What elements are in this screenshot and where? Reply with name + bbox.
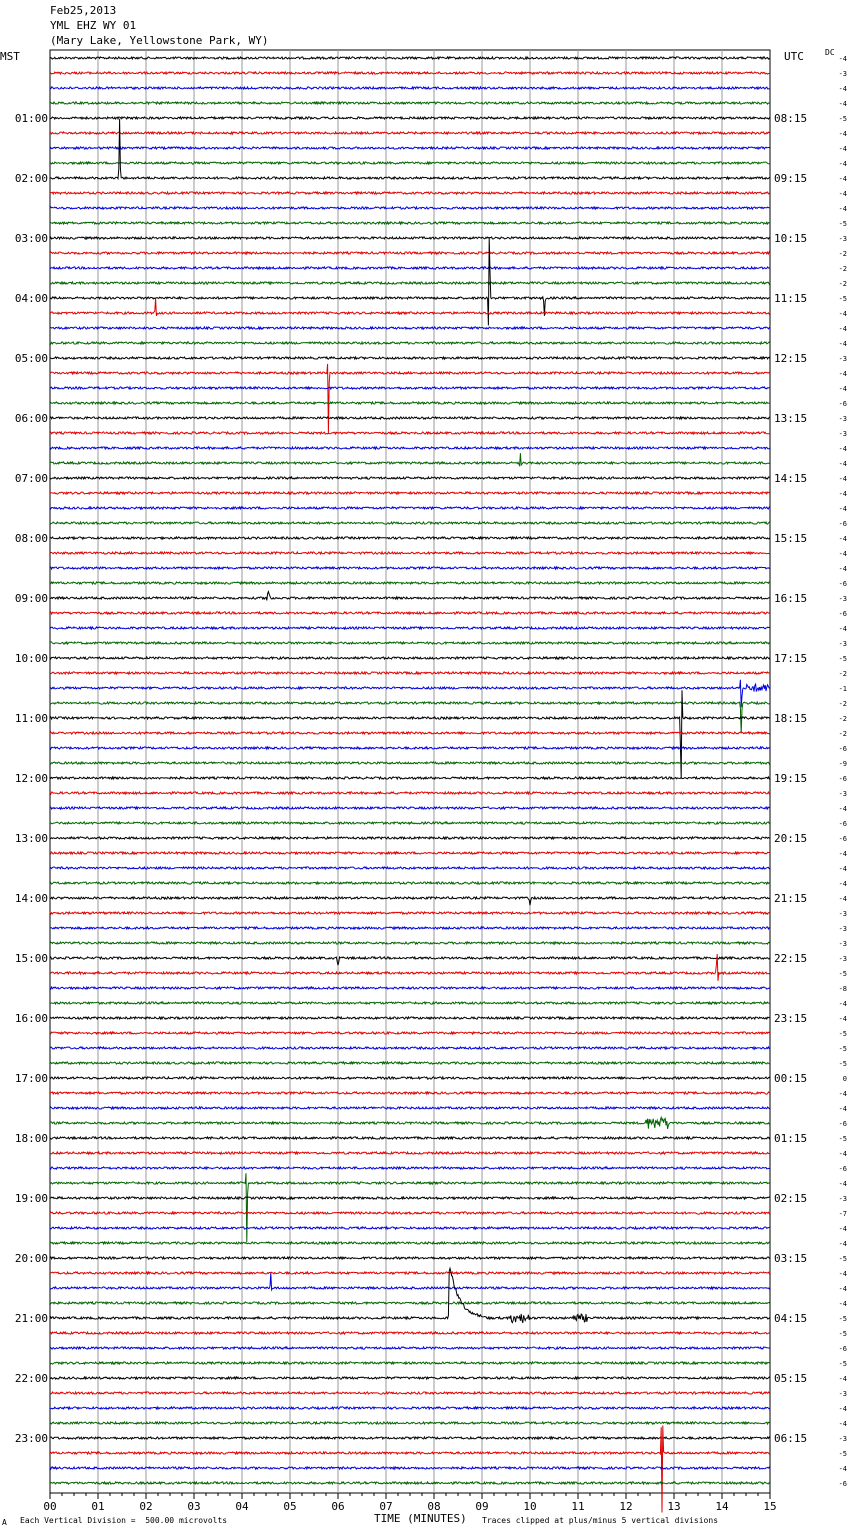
trace-18 <box>50 327 770 329</box>
mst-hour-label: 22:00 <box>14 1372 48 1385</box>
trace-66 <box>50 1047 770 1049</box>
dc-offset-label: -4 <box>838 895 847 903</box>
utc-hour-label: 11:15 <box>774 292 808 305</box>
dc-offset-label: -3 <box>838 1435 847 1443</box>
dc-offset-label: -4 <box>838 145 847 153</box>
dc-offset-label: -4 <box>838 850 847 858</box>
mst-hour-label: 08:00 <box>14 532 48 545</box>
trace-56 <box>50 897 770 905</box>
dc-offset-label: -3 <box>838 595 847 603</box>
trace-33 <box>50 552 770 554</box>
x-tick-label: 05 <box>283 1500 297 1513</box>
utc-hour-label: 23:15 <box>774 1012 808 1025</box>
dc-offset-label: -4 <box>838 1465 847 1473</box>
trace-23 <box>50 402 770 404</box>
dc-offset-label: -2 <box>838 700 847 708</box>
trace-69 <box>50 1092 770 1094</box>
trace-73 <box>50 1152 770 1154</box>
mst-hour-label: 06:00 <box>14 412 48 425</box>
dc-offset-label: -4 <box>838 1180 847 1188</box>
trace-10 <box>50 207 770 209</box>
dc-offset-label: -6 <box>838 775 847 783</box>
dc-offset-label: -4 <box>838 190 847 198</box>
utc-hour-label: 16:15 <box>774 592 808 605</box>
dc-offset-label: -5 <box>838 295 847 303</box>
trace-51 <box>50 822 770 824</box>
dc-offset-label: -2 <box>838 265 847 273</box>
dc-offset-label: -3 <box>838 235 847 243</box>
trace-32 <box>50 537 770 539</box>
trace-21 <box>50 364 770 434</box>
dc-offset-label: -4 <box>838 370 847 378</box>
x-tick-label: 03 <box>187 1500 201 1513</box>
dc-offset-label: -4 <box>838 1405 847 1413</box>
x-tick-label: 09 <box>475 1500 489 1513</box>
dc-offset-label: -4 <box>838 130 847 138</box>
utc-hour-label: 02:15 <box>774 1192 808 1205</box>
utc-hour-label: 10:15 <box>774 232 808 245</box>
utc-hour-label: 13:15 <box>774 412 808 425</box>
dc-offset-label: -6 <box>838 580 847 588</box>
dc-offset-label: -4 <box>838 1015 847 1023</box>
x-tick-label: 04 <box>235 1500 249 1513</box>
dc-offset-label: -4 <box>838 490 847 498</box>
trace-82 <box>50 1273 770 1290</box>
trace-39 <box>50 642 770 644</box>
trace-2 <box>50 87 770 89</box>
utc-hour-label: 12:15 <box>774 352 808 365</box>
utc-hour-label: 04:15 <box>774 1312 808 1325</box>
mst-hour-label: 14:00 <box>14 892 48 905</box>
trace-81 <box>50 1272 770 1274</box>
trace-70 <box>50 1107 770 1109</box>
clip-note: Traces clipped at plus/minus 5 vertical divisions <box>482 1516 719 1525</box>
trace-74 <box>50 1167 770 1169</box>
mst-hour-label: 09:00 <box>14 592 48 605</box>
trace-85 <box>50 1332 770 1334</box>
dc-offset-label: -3 <box>838 430 847 438</box>
trace-3 <box>50 102 770 104</box>
dc-offset-label: -6 <box>838 520 847 528</box>
dc-offset-label: -5 <box>838 1030 847 1038</box>
trace-72 <box>50 1137 770 1139</box>
trace-34 <box>50 567 770 569</box>
dc-offset-label: -4 <box>838 1270 847 1278</box>
mst-hour-label: 15:00 <box>14 952 48 965</box>
trace-88 <box>50 1377 770 1379</box>
dc-offset-label: -2 <box>838 670 847 678</box>
trace-54 <box>50 867 770 869</box>
trace-63 <box>50 1002 770 1004</box>
dc-offset-label: -4 <box>838 445 847 453</box>
trace-28 <box>50 477 770 479</box>
trace-55 <box>50 882 770 884</box>
dc-offset-label: -4 <box>838 1225 847 1233</box>
mst-hour-label: 04:00 <box>14 292 48 305</box>
dc-offset-label: -5 <box>838 115 847 123</box>
dc-offset-label: -6 <box>838 400 847 408</box>
dc-offset-label: -5 <box>838 1450 847 1458</box>
trace-19 <box>50 342 770 344</box>
trace-45 <box>50 732 770 734</box>
x-tick-label: 02 <box>139 1500 153 1513</box>
mst-hour-label: 02:00 <box>14 172 48 185</box>
dc-offset-label: -4 <box>838 1375 847 1383</box>
trace-31 <box>50 522 770 524</box>
dc-offset-label: -5 <box>838 1060 847 1068</box>
trace-13 <box>50 252 770 254</box>
dc-offset-label: -4 <box>838 340 847 348</box>
trace-58 <box>50 927 770 929</box>
utc-hour-label: 15:15 <box>774 532 808 545</box>
mst-hour-label: 05:00 <box>14 352 48 365</box>
dc-offset-label: -2 <box>838 730 847 738</box>
trace-49 <box>50 792 770 794</box>
dc-offset-label: -6 <box>838 745 847 753</box>
trace-38 <box>50 627 770 629</box>
trace-9 <box>50 192 770 194</box>
trace-86 <box>50 1347 770 1349</box>
dc-label: DC <box>825 48 835 57</box>
dc-offset-label: -3 <box>838 415 847 423</box>
trace-40 <box>50 657 770 659</box>
trace-75 <box>50 1173 770 1242</box>
dc-offset-label: -4 <box>838 475 847 483</box>
trace-35 <box>50 582 770 584</box>
dc-offset-label: -4 <box>838 565 847 573</box>
utc-hour-label: 17:15 <box>774 652 808 665</box>
trace-46 <box>50 747 770 749</box>
dc-offset-label: -4 <box>838 85 847 93</box>
dc-offset-label: -6 <box>838 1345 847 1353</box>
mst-hour-label: 10:00 <box>14 652 48 665</box>
dc-offset-label: -4 <box>838 160 847 168</box>
mst-hour-label: 18:00 <box>14 1132 48 1145</box>
utc-hour-label: 01:15 <box>774 1132 808 1145</box>
dc-offset-label: -4 <box>838 55 847 63</box>
mst-hour-label: 07:00 <box>14 472 48 485</box>
dc-offset-label: -6 <box>838 1480 847 1488</box>
trace-4 <box>50 117 770 119</box>
utc-hour-label: 21:15 <box>774 892 808 905</box>
dc-offset-label: -6 <box>838 610 847 618</box>
dc-offset-label: -3 <box>838 1195 847 1203</box>
mst-hour-label: 20:00 <box>14 1252 48 1265</box>
trace-29 <box>50 492 770 494</box>
mst-hour-label: 01:00 <box>14 112 48 125</box>
trace-52 <box>50 837 770 839</box>
dc-offset-label: -4 <box>838 535 847 543</box>
trace-20 <box>50 357 770 359</box>
trace-80 <box>50 1257 770 1259</box>
dc-offset-label: -3 <box>838 955 847 963</box>
trace-65 <box>50 1032 770 1034</box>
trace-50 <box>50 807 770 809</box>
trace-64 <box>50 1017 770 1019</box>
mst-hour-label: 12:00 <box>14 772 48 785</box>
dc-offset-label: -4 <box>838 625 847 633</box>
trace-59 <box>50 942 770 944</box>
dc-offset-label: -5 <box>838 1360 847 1368</box>
x-tick-label: 01 <box>91 1500 105 1513</box>
x-tick-label: 10 <box>523 1500 537 1513</box>
trace-12 <box>50 237 770 239</box>
dc-offset-label: -4 <box>838 1285 847 1293</box>
utc-hour-label: 18:15 <box>774 712 808 725</box>
dc-offset-label: -5 <box>838 970 847 978</box>
dc-offset-label: -4 <box>838 1105 847 1113</box>
dc-offset-label: -2 <box>838 715 847 723</box>
dc-offset-label: -2 <box>838 250 847 258</box>
x-tick-label: 06 <box>331 1500 345 1513</box>
dc-offset-label: -5 <box>838 1135 847 1143</box>
dc-offset-label: -4 <box>838 385 847 393</box>
dc-offset-label: -4 <box>838 325 847 333</box>
dc-offset-label: -4 <box>838 1240 847 1248</box>
trace-7 <box>50 162 770 164</box>
dc-offset-label: -4 <box>838 1090 847 1098</box>
trace-15 <box>50 282 770 284</box>
mst-hour-label: 23:00 <box>14 1432 48 1445</box>
trace-14 <box>50 267 770 269</box>
trace-8 <box>50 119 770 179</box>
dc-offset-label: -4 <box>838 880 847 888</box>
dc-offset-label: -3 <box>838 640 847 648</box>
mst-hour-label: 16:00 <box>14 1012 48 1025</box>
dc-offset-label: -4 <box>838 1300 847 1308</box>
trace-90 <box>50 1407 770 1409</box>
dc-offset-label: -4 <box>838 460 847 468</box>
trace-36 <box>50 592 770 601</box>
mst-hour-label: 03:00 <box>14 232 48 245</box>
chart-date: Feb25,2013 <box>50 4 117 17</box>
dc-offset-label: -5 <box>838 655 847 663</box>
dc-offset-label: -4 <box>838 100 847 108</box>
dc-offset-label: -4 <box>838 505 847 513</box>
dc-offset-label: 0 <box>842 1075 847 1083</box>
dc-offset-label: -5 <box>838 1315 847 1323</box>
scale-note: Each Vertical Division = 500.00 microvolts <box>20 1516 228 1525</box>
trace-91 <box>50 1422 770 1424</box>
trace-67 <box>50 1062 770 1064</box>
mst-hour-label: 21:00 <box>14 1312 48 1325</box>
mst-hour-label: 13:00 <box>14 832 48 845</box>
utc-hour-label: 09:15 <box>774 172 808 185</box>
trace-41 <box>50 672 770 674</box>
trace-89 <box>50 1392 770 1394</box>
x-tick-label: 15 <box>763 1500 777 1513</box>
trace-25 <box>50 432 770 434</box>
trace-83 <box>50 1302 770 1304</box>
plot-frame <box>50 50 770 1493</box>
dc-offset-label: -4 <box>838 1420 847 1428</box>
dc-offset-label: -3 <box>838 790 847 798</box>
dc-offset-label: -4 <box>838 865 847 873</box>
chart-location: (Mary Lake, Yellowstone Park, WY) <box>50 34 269 47</box>
trace-71 <box>50 1117 770 1129</box>
trace-6 <box>50 147 770 149</box>
dc-offset-label: -4 <box>838 1150 847 1158</box>
trace-0 <box>50 57 770 59</box>
dc-offset-label: -5 <box>838 220 847 228</box>
dc-offset-label: -6 <box>838 835 847 843</box>
dc-offset-label: -3 <box>838 940 847 948</box>
trace-79 <box>50 1242 770 1244</box>
trace-78 <box>50 1227 770 1229</box>
x-tick-label: 08 <box>427 1500 441 1513</box>
x-tick-label: 11 <box>571 1500 585 1513</box>
trace-22 <box>50 387 770 389</box>
trace-5 <box>50 132 770 134</box>
trace-77 <box>50 1212 770 1214</box>
utc-hour-label: 06:15 <box>774 1432 808 1445</box>
trace-48 <box>50 777 770 779</box>
dc-offset-label: -6 <box>838 1120 847 1128</box>
x-axis-label: TIME (MINUTES) <box>374 1512 467 1525</box>
trace-68 <box>50 1077 770 1079</box>
mst-hour-label: 19:00 <box>14 1192 48 1205</box>
trace-30 <box>50 507 770 509</box>
dc-offset-label: -2 <box>838 280 847 288</box>
dc-offset-label: -4 <box>838 550 847 558</box>
chart-station: YML EHZ WY 01 <box>50 19 137 32</box>
dc-offset-label: -4 <box>838 805 847 813</box>
trace-27 <box>50 453 770 465</box>
trace-57 <box>50 912 770 914</box>
utc-hour-label: 03:15 <box>774 1252 808 1265</box>
dc-offset-label: -3 <box>838 70 847 78</box>
trace-26 <box>50 447 770 449</box>
trace-60 <box>50 957 770 965</box>
dc-offset-label: -5 <box>838 1330 847 1338</box>
dc-offset-label: -4 <box>838 205 847 213</box>
trace-53 <box>50 852 770 854</box>
trace-47 <box>50 762 770 764</box>
trace-1 <box>50 72 770 74</box>
dc-offset-label: -6 <box>838 1165 847 1173</box>
mst-hour-label: 11:00 <box>14 712 48 725</box>
utc-hour-label: 14:15 <box>774 472 808 485</box>
trace-87 <box>50 1362 770 1364</box>
dc-offset-label: -3 <box>838 925 847 933</box>
dc-offset-label: -6 <box>838 820 847 828</box>
dc-offset-label: -1 <box>838 685 847 693</box>
utc-hour-label: 00:15 <box>774 1072 808 1085</box>
dc-offset-label: -5 <box>838 1255 847 1263</box>
dc-offset-label: -7 <box>838 1210 847 1218</box>
dc-offset-label: -5 <box>838 1045 847 1053</box>
x-tick-label: 14 <box>715 1500 729 1513</box>
x-tick-label: 00 <box>43 1500 57 1513</box>
corner-mark: A <box>2 1518 7 1527</box>
x-tick-label: 07 <box>379 1500 393 1513</box>
dc-offset-label: -3 <box>838 1390 847 1398</box>
trace-37 <box>50 612 770 614</box>
dc-offset-label: -3 <box>838 910 847 918</box>
dc-offset-label: -4 <box>838 175 847 183</box>
x-tick-label: 12 <box>619 1500 633 1513</box>
utc-hour-label: 19:15 <box>774 772 808 785</box>
utc-hour-label: 20:15 <box>774 832 808 845</box>
utc-hour-label: 22:15 <box>774 952 808 965</box>
trace-11 <box>50 222 770 224</box>
utc-hour-label: 08:15 <box>774 112 808 125</box>
utc-hour-label: 05:15 <box>774 1372 808 1385</box>
dc-offset-label: -8 <box>838 985 847 993</box>
trace-92 <box>50 1437 770 1439</box>
trace-62 <box>50 987 770 989</box>
dc-offset-label: -4 <box>838 310 847 318</box>
mst-axis-label: MST <box>0 50 20 63</box>
dc-offset-label: -3 <box>838 355 847 363</box>
dc-offset-label: -4 <box>838 1000 847 1008</box>
trace-76 <box>50 1197 770 1199</box>
trace-17 <box>50 298 770 316</box>
x-tick-label: 13 <box>667 1500 681 1513</box>
utc-axis-label: UTC <box>784 50 804 63</box>
trace-24 <box>50 417 770 419</box>
mst-hour-label: 17:00 <box>14 1072 48 1085</box>
dc-offset-label: -9 <box>838 760 847 768</box>
trace-84 <box>50 1268 770 1323</box>
